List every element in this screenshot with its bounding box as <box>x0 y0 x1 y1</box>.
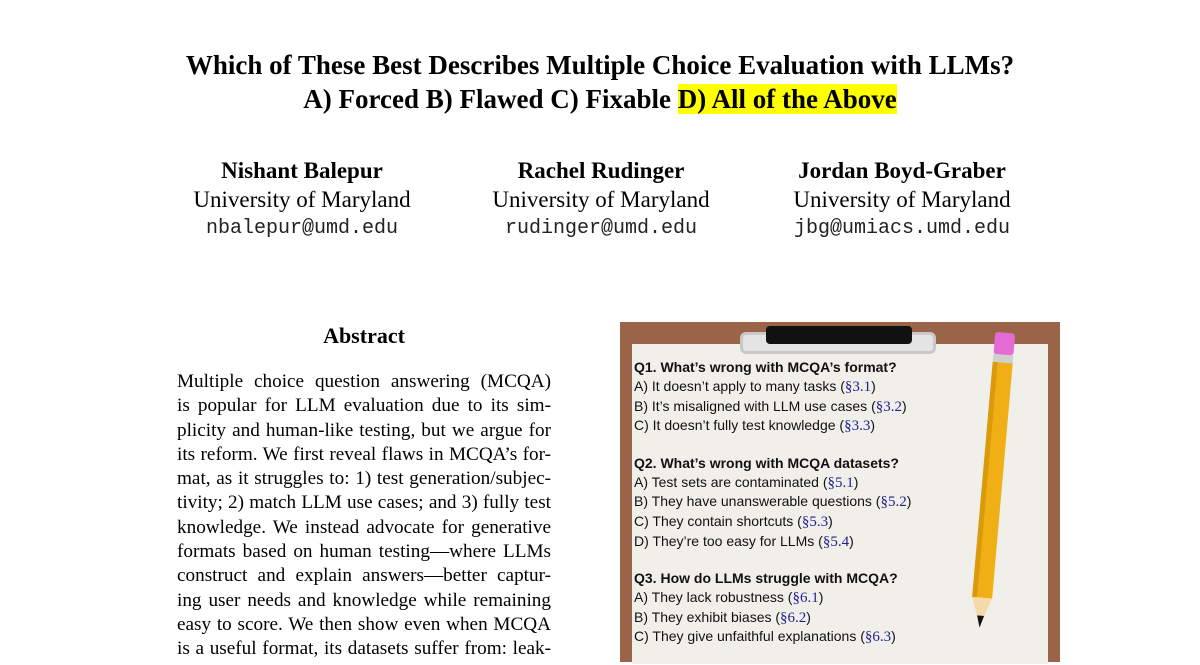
author-name: Jordan Boyd-Graber <box>798 158 1006 183</box>
section-link[interactable]: §6.1 <box>792 590 819 607</box>
author-name: Rachel Rudinger <box>517 158 685 183</box>
abstract-heading: Abstract <box>323 323 405 348</box>
section-link[interactable]: §5.1 <box>827 474 854 491</box>
section-link[interactable]: §5.2 <box>880 494 907 511</box>
author-email[interactable]: rudinger@umd.edu <box>504 217 698 240</box>
author-email[interactable]: jbg@umiacs.umd.edu <box>793 217 1011 240</box>
abstract-line: formats based on human testing—where LLMs <box>177 541 551 563</box>
question-option: D) They’re too easy for LLMs (§5.4) <box>634 532 854 550</box>
section-link[interactable]: §3.3 <box>844 418 871 435</box>
question-block <box>634 569 964 647</box>
abstract-line: Multiple choice question answering (MCQA) <box>177 371 551 392</box>
author-affiliation: University of Maryland <box>193 187 411 212</box>
question-option: C) They contain shortcuts (§5.3) <box>634 512 833 530</box>
abstract-line: is a useful format, its datasets suffer from: leak- <box>177 638 551 660</box>
question-title: Q2. What’s wrong with MCQA datasets? <box>634 454 899 471</box>
abstract-body <box>177 370 551 662</box>
question-option: B) They have unanswerable questions (§5.2) <box>634 493 912 511</box>
author-block <box>152 156 452 243</box>
question-option: B) They exhibit biases (§6.2) <box>634 608 811 626</box>
question-list <box>634 358 964 665</box>
pencil-icon <box>960 330 1020 640</box>
question-option: C) They give unfaithful explanations (§6.3) <box>634 628 896 646</box>
title-highlight: D) All of the Above <box>677 84 897 114</box>
pencil-lead <box>976 615 984 628</box>
section-link[interactable]: §3.2 <box>875 398 902 415</box>
question-title: Q3. How do LLMs struggle with MCQA? <box>634 570 898 587</box>
section-link[interactable]: §6.3 <box>864 629 892 646</box>
section-link[interactable]: §5.4 <box>822 533 850 550</box>
abstract-line: construct and explain answers—better captur- <box>177 565 551 587</box>
question-option: A) They lack robustness (§6.1) <box>634 589 824 607</box>
question-title: Q1. What’s wrong with MCQA’s format? <box>634 359 897 375</box>
abstract-line: is popular for LLM evaluation due to its sim- <box>177 395 551 417</box>
question-block <box>634 454 964 551</box>
abstract-line: knowledge. We instead advocate for generative <box>177 516 551 538</box>
abstract-line: plicity and human-like testing, but we argue for <box>177 419 551 441</box>
title-line-2-prefix: A) Forced B) Flawed C) Fixable <box>303 84 678 114</box>
author-affiliation: University of Maryland <box>492 187 710 212</box>
abstract-line: its reform. We first reveal flaws in MCQA’s for- <box>177 443 551 465</box>
section-link[interactable]: §6.2 <box>780 609 807 626</box>
question-block <box>634 358 964 436</box>
title-line-2 <box>0 82 1200 116</box>
question-option: C) It doesn’t fully test knowledge (§3.3) <box>634 417 876 435</box>
author-block <box>752 156 1052 243</box>
clipboard-clip-bar <box>766 326 912 344</box>
section-link[interactable]: §3.1 <box>844 379 872 395</box>
abstract-line: ing user needs and knowledge while remaining <box>177 589 551 611</box>
author-email[interactable]: nbalepur@umd.edu <box>205 217 399 240</box>
abstract-line: easy to score. We then show even when MCQA <box>177 613 551 635</box>
question-option: A) It doesn’t apply to many tasks (§3.1) <box>634 378 876 395</box>
abstract-line: mat, as it struggles to: 1) test generation/subjec- <box>177 468 551 490</box>
question-option: A) Test sets are contaminated (§5.1) <box>634 473 859 491</box>
section-link[interactable]: §5.3 <box>801 513 829 530</box>
title-line-1: Which of These Best Describes Multiple Choice Evaluation with LLMs? <box>185 50 1015 80</box>
author-affiliation: University of Maryland <box>793 187 1011 212</box>
author-name: Nishant Balepur <box>221 158 383 183</box>
paper-title <box>0 48 1200 116</box>
question-option: B) It’s misaligned with LLM use cases (§3.2) <box>634 397 907 415</box>
author-block <box>451 156 751 243</box>
abstract-line: tivity; 2) match LLM use cases; and 3) fully test <box>177 492 551 514</box>
pencil-eraser <box>993 332 1015 356</box>
